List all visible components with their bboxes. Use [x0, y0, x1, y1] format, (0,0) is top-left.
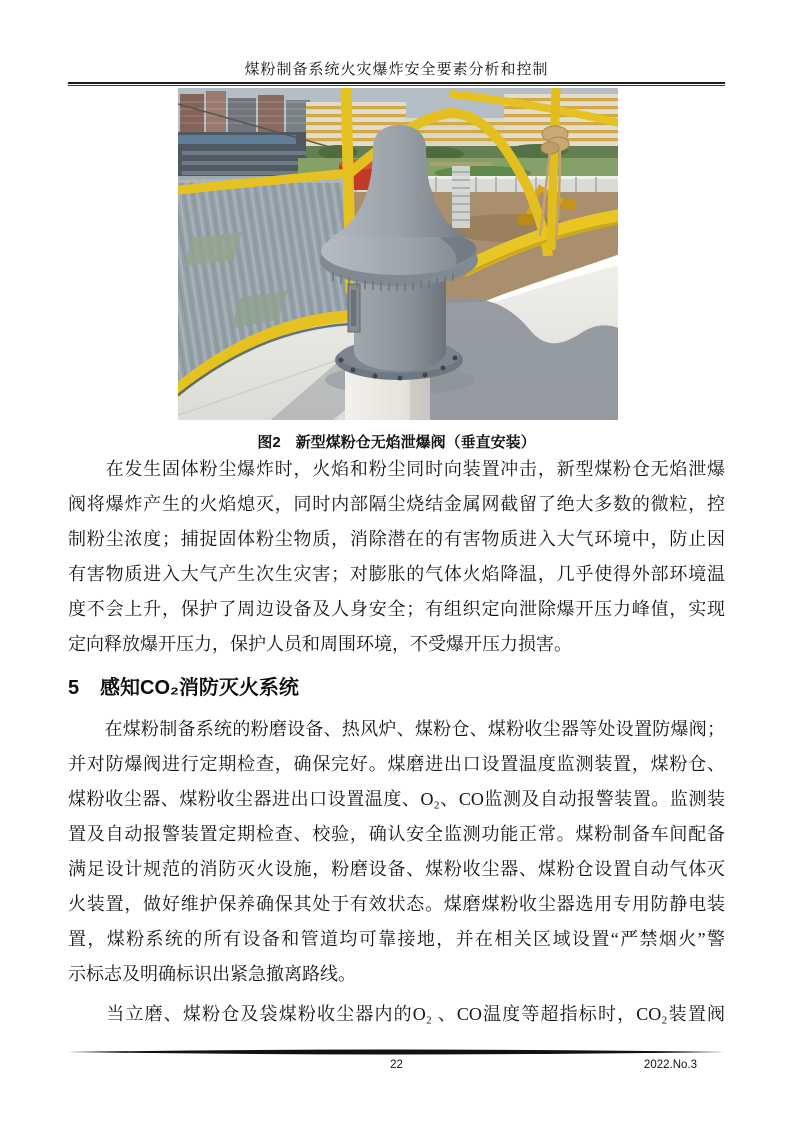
header-rule [68, 82, 725, 86]
figure-photo [178, 88, 618, 420]
text-line: 置，煤粉系统的所有设备和管道均可靠接地，并在相关区域设置“严禁烟火”警 [68, 929, 725, 949]
header-rule-thick-line [68, 82, 725, 84]
section-number: 5 [68, 677, 80, 699]
valve-body [354, 273, 446, 371]
text-line: 满足设计规范的消防灭火设施，粉磨设备、煤粉收尘器、煤粉仓设置自动气体灭 [68, 859, 725, 879]
page-header-title: 煤粉制备系统火灾爆炸安全要素分析和控制 [244, 62, 549, 78]
footer-page-number: 22 [390, 1059, 403, 1071]
figure-caption: 图2 新型煤粉仓无焰泄爆阀（垂直安装） [257, 434, 536, 451]
header-rule-thin-line [68, 85, 725, 86]
text-line: 置及自动报警装置定期检查、校验，确认安全监测功能正常。煤粉制备车间配备 [68, 824, 725, 844]
text-line: 并对防爆阀进行定期检查，确保完好。煤磨进出口设置温度监测装置，煤粉仓、 [68, 754, 725, 774]
text-line: 度不会上升，保护了周边设备及人身安全；有组织定向泄除爆开压力峰值，实现 [68, 599, 725, 619]
text-line: 有害物质进入大气产生次生灾害；对膨胀的气体火焰降温，几乎使得外部环境温 [68, 564, 725, 584]
paragraph-2 [68, 712, 725, 992]
railing-post-right [551, 88, 556, 250]
text-line: 定向释放爆开压力，保护人员和周围环境，不受爆开压力损害。 [68, 634, 572, 654]
paragraph-3 [68, 997, 725, 1032]
text-line: 在发生固体粉尘爆炸时，火焰和粉尘同时向装置冲击，新型煤粉仓无焰泄爆 [68, 459, 725, 479]
text-line: 阀将爆炸产生的火焰熄灭，同时内部隔尘烧结金属网截留了绝大多数的微粒，控 [68, 494, 725, 514]
paragraph-1 [68, 452, 725, 662]
text-line: 火装置，做好维护保养确保其处于有效状态。煤磨煤粉收尘器选用专用防静电装 [68, 894, 725, 914]
text-line: 制粉尘浓度；捕捉固体粉尘物质，消除潜在的有害物质进入大气环境中，防止因 [68, 529, 725, 549]
text-line: 在煤粉制备系统的粉磨设备、热风炉、煤粉仓、煤粉收尘器等处设置防爆阀； [68, 719, 725, 739]
section-title: 感知CO₂消防灭火系统 [100, 677, 299, 699]
footer-issue: 2022.No.3 [643, 1059, 697, 1071]
ladder-structure [452, 166, 470, 228]
section-heading [68, 669, 725, 707]
valve-photo-illustration [178, 88, 618, 420]
text-line: 示标志及明确标识出紧急撤离路线。 [68, 964, 356, 984]
footer-rule [66, 1049, 726, 1055]
text-line: 煤粉收尘器、煤粉收尘器进出口设置温度、O₂、CO监测及自动报警装置。监测装 [68, 789, 725, 809]
text-line: 当立磨、煤粉仓及袋煤粉收尘器内的O₂ 、CO温度等超指标时，CO₂装置阀 [68, 1004, 725, 1024]
